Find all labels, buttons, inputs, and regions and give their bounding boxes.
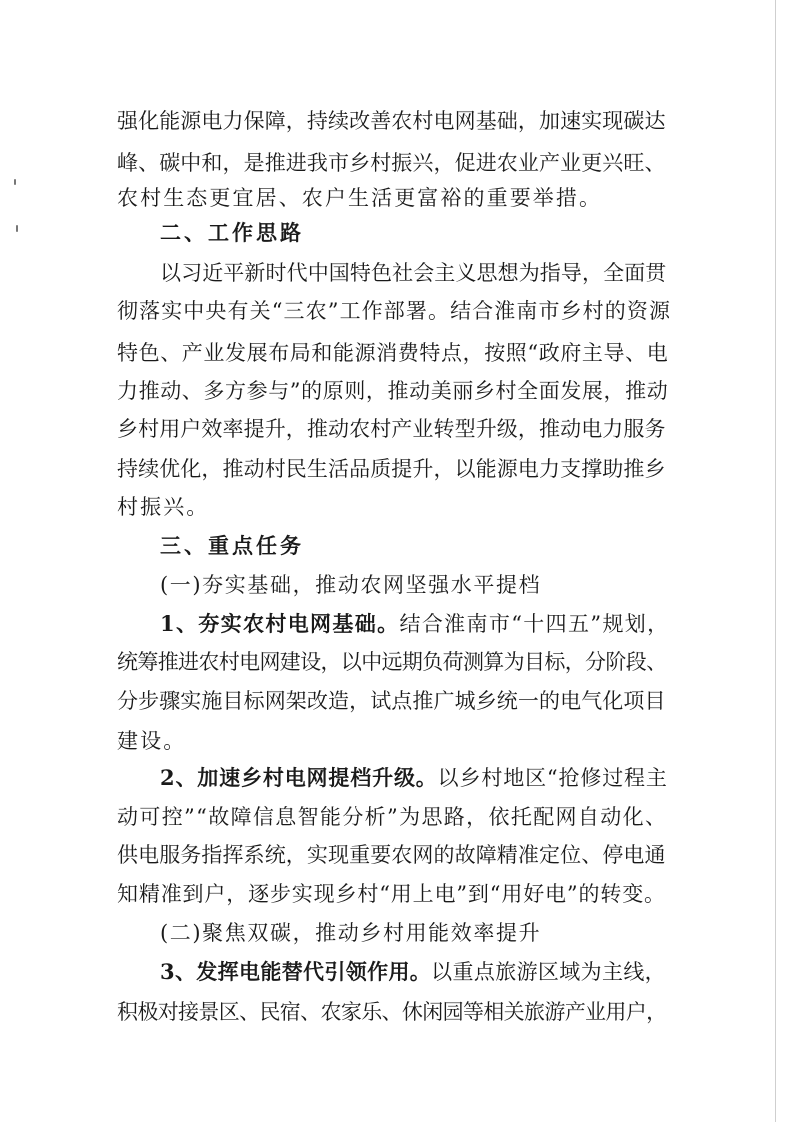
- text-line: 供电服务指挥系统，实现重要农网的故障精准定位、停电通: [117, 843, 666, 867]
- text-line: 峰、碳中和，是推进我市乡村振兴，促进农业产业更兴旺、: [117, 151, 666, 175]
- item-title: 3、发挥电能替代引领作用。: [160, 959, 432, 984]
- text-line: 动可控”“故障信息智能分析”为思路，依托配网自动化、: [117, 805, 668, 829]
- section-heading: 二、工作思路: [160, 221, 304, 245]
- text-line: 力推动、多方参与”的原则，推动美丽乡村全面发展，推动: [117, 379, 669, 403]
- text-line: 积极对接景区、民宿、农家乐、休闲园等相关旅游产业用户，: [117, 1000, 667, 1024]
- text-line: 以习近平新时代中国特色社会主义思想为指导，全面贯: [160, 261, 667, 285]
- text-line: [160, 957, 666, 987]
- item-text: 结合淮南市“十四五”规划，: [399, 612, 670, 636]
- text-line: 彻落实中央有关“三农”工作部署。结合淮南市乡村的资源: [117, 299, 672, 323]
- scan-edge: [775, 0, 776, 1122]
- subsection-heading: (二)聚焦双碳，推动乡村用能效率提升: [160, 921, 542, 945]
- text-line: 统筹推进农村电网建设，以中远期负荷测算为目标，分阶段、: [117, 650, 667, 674]
- item-title: 2、加速乡村电网提档升级。: [160, 765, 438, 790]
- text-line: [160, 763, 668, 793]
- text-line: 农村生态更宜居、农户生活更富裕的重要举措。: [117, 186, 603, 210]
- item-title: 1、夯实农村电网基础。: [160, 611, 400, 636]
- text-line: 强化能源电力保障，持续改善农村电网基础，加速实现碳达: [117, 109, 666, 133]
- subsection-heading: (一)夯实基础，推动农网坚强水平提档: [160, 573, 542, 597]
- item-text: 以乡村地区“抢修过程主: [437, 766, 668, 790]
- text-line: 乡村用户效率提升，推动农村产业转型升级，推动电力服务: [117, 417, 666, 441]
- text-line: [160, 609, 670, 639]
- text-line: 村振兴。: [117, 495, 210, 519]
- text-line: 特色、产业发展布局和能源消费特点，按照“政府主导、电: [117, 341, 669, 365]
- scan-mark: [16, 225, 18, 232]
- scan-mark: [14, 179, 16, 185]
- text-line: 建设。: [117, 729, 187, 753]
- item-text: 以重点旅游区域为主线，: [431, 960, 667, 984]
- text-line: 分步骤实施目标网架改造，试点推广城乡统一的电气化项目: [117, 689, 666, 713]
- section-heading: 三、重点任务: [160, 534, 304, 558]
- text-line: 持续优化，推动村民生活品质提升，以能源电力支撑助推乡: [117, 457, 666, 481]
- text-line: 知精准到户，逐步实现乡村“用上电”到“用好电”的转变。: [117, 882, 666, 906]
